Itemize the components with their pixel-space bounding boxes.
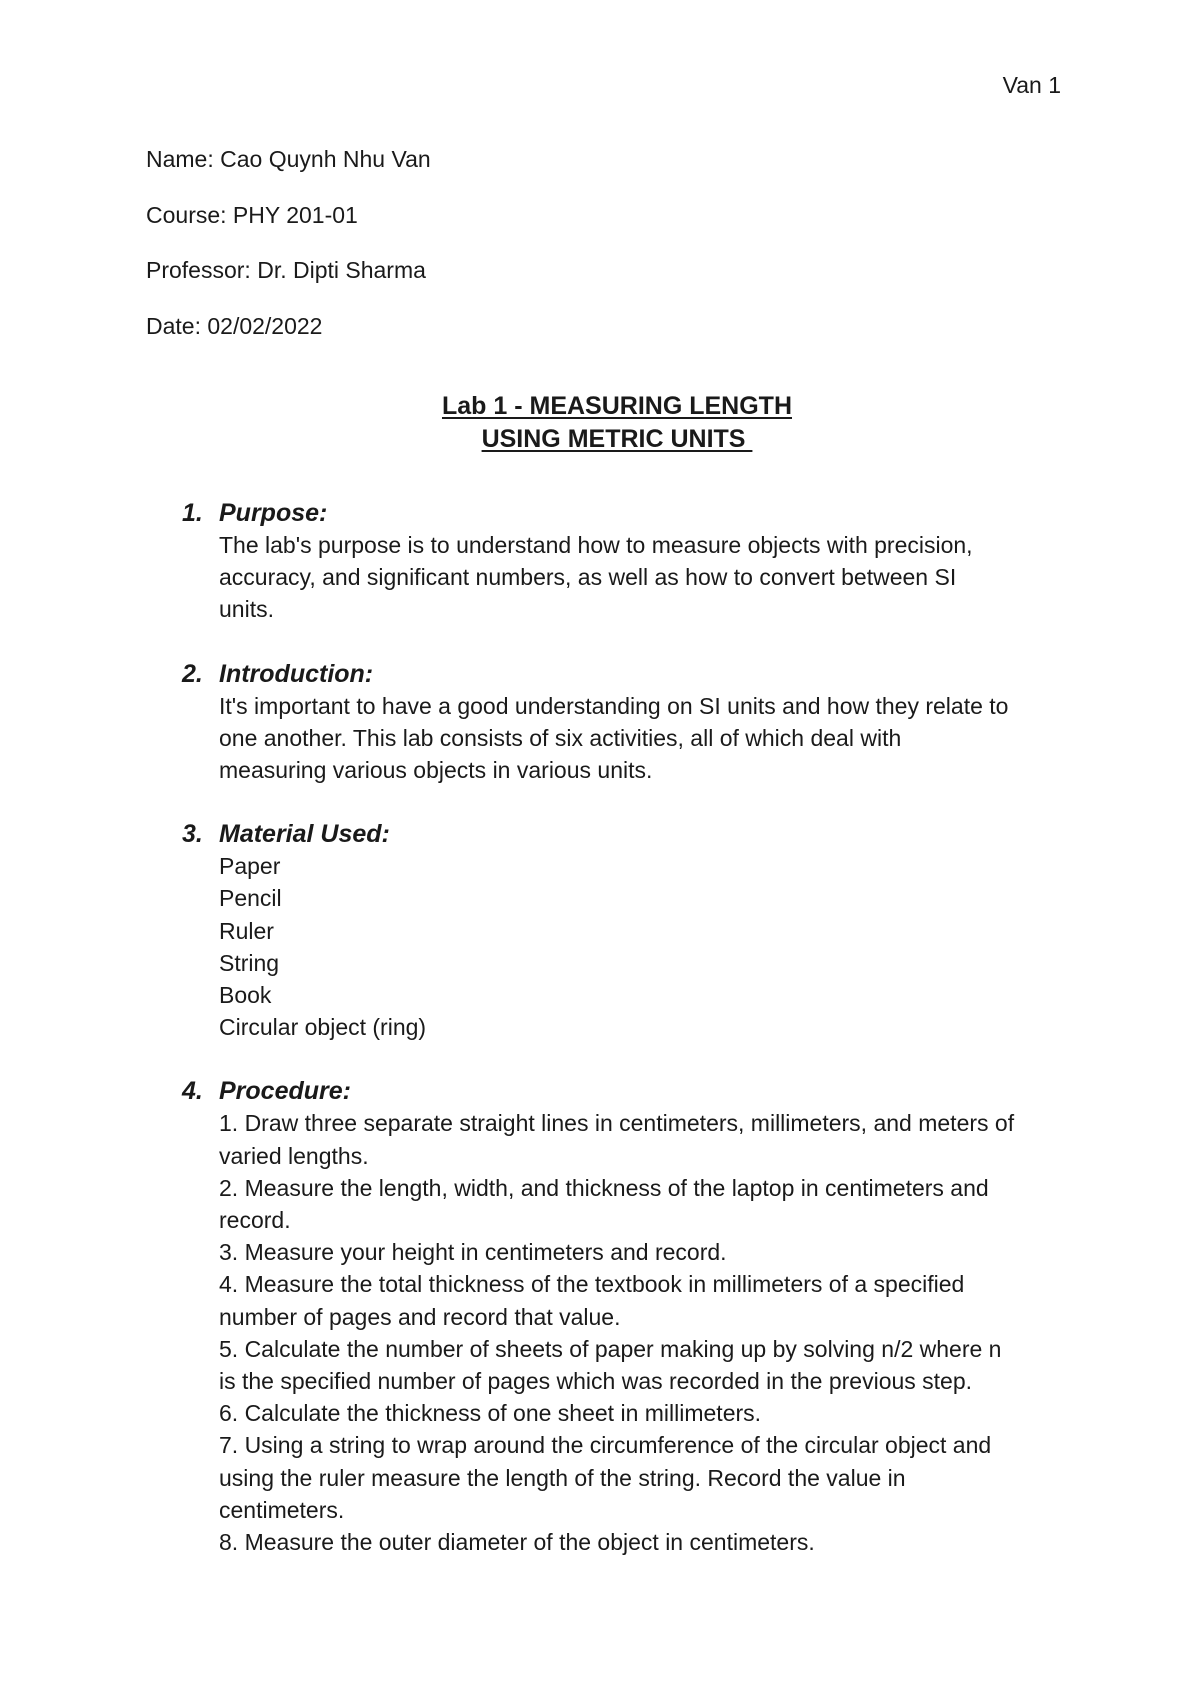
procedure-line: 4. Measure the total thickness of the textbook in millimeters of a specified <box>219 1271 965 1298</box>
procedure-line: record. <box>219 1207 291 1234</box>
section-heading <box>182 497 1082 529</box>
course-line: Course: PHY 201-01 <box>146 201 358 228</box>
title-line-2: USING METRIC UNITS <box>481 425 753 453</box>
section-heading <box>182 658 1082 690</box>
material-item: Pencil <box>219 885 282 912</box>
section-number: 2. <box>182 659 203 688</box>
material-item: Circular object (ring) <box>219 1014 427 1041</box>
procedure-line: varied lengths. <box>219 1142 369 1169</box>
body-line: The lab's purpose is to understand how to measure objects with precision, <box>219 532 973 558</box>
section-body <box>182 1107 1082 1558</box>
body-line: It's important to have a good understanding on SI units and how they relate to <box>219 692 1009 719</box>
section-body <box>182 690 1082 787</box>
student-name: Name: Cao Quynh Nhu Van <box>146 146 431 172</box>
section-title: Introduction: <box>219 659 374 688</box>
body-line: accuracy, and significant numbers, as well as how to convert between SI <box>219 564 957 591</box>
page-header-label: Van 1 <box>1002 72 1061 98</box>
material-item: Book <box>219 982 272 1009</box>
procedure-line: 5. Calculate the number of sheets of paper making up by solving n/2 where n <box>219 1335 1002 1362</box>
procedure-line: centimeters. <box>219 1496 345 1523</box>
section-number: 4. <box>182 1077 203 1106</box>
body-line: measuring various objects in various units. <box>219 757 653 784</box>
date-line: Date: 02/02/2022 <box>146 312 323 339</box>
section-spacer <box>182 626 1082 658</box>
professor-line: Professor: Dr. Dipti Sharma <box>146 257 426 283</box>
section-number: 1. <box>182 499 203 527</box>
section-spacer <box>182 1043 1082 1075</box>
material-item: String <box>219 949 280 976</box>
procedure-line: is the specified number of pages which was recorded in the previous step. <box>219 1368 973 1395</box>
section-heading <box>182 818 1082 850</box>
section-body <box>182 529 1082 626</box>
procedure-line: number of pages and record that value. <box>219 1303 621 1330</box>
procedure-line: 2. Measure the length, width, and thickness of the laptop in centimeters and <box>219 1174 989 1201</box>
sections-list <box>182 497 1082 1558</box>
section-title: Material Used: <box>219 820 390 849</box>
material-item: Paper <box>219 853 281 880</box>
body-line: one another. This lab consists of six activities, all of which deal with <box>219 724 902 751</box>
section-title: Purpose: <box>219 499 328 527</box>
section-purpose <box>182 497 1082 626</box>
procedure-line: 1. Draw three separate straight lines in centimeters, millimeters, and meters of <box>219 1110 1015 1137</box>
title-line-1: Lab 1 - MEASURING LENGTH <box>441 392 792 420</box>
section-title: Procedure: <box>219 1077 351 1106</box>
section-body <box>182 850 1082 1043</box>
section-materials <box>182 818 1082 1043</box>
procedure-line: using the ruler measure the length of the string. Record the value in <box>219 1464 906 1491</box>
section-procedure <box>182 1075 1082 1558</box>
section-heading <box>182 1075 1082 1107</box>
body-line: units. <box>219 596 274 623</box>
section-number: 3. <box>182 820 203 849</box>
procedure-line: 6. Calculate the thickness of one sheet in millimeters. <box>219 1400 762 1427</box>
procedure-line: 7. Using a string to wrap around the circumference of the circular object and <box>219 1432 992 1459</box>
material-item: Ruler <box>219 917 274 944</box>
document-title <box>0 390 1200 456</box>
section-introduction <box>182 658 1082 787</box>
procedure-line: 3. Measure your height in centimeters and record. <box>219 1239 727 1266</box>
procedure-line: 8. Measure the outer diameter of the object in centimeters. <box>219 1529 815 1556</box>
student-info-block <box>146 145 431 367</box>
section-spacer <box>182 786 1082 818</box>
